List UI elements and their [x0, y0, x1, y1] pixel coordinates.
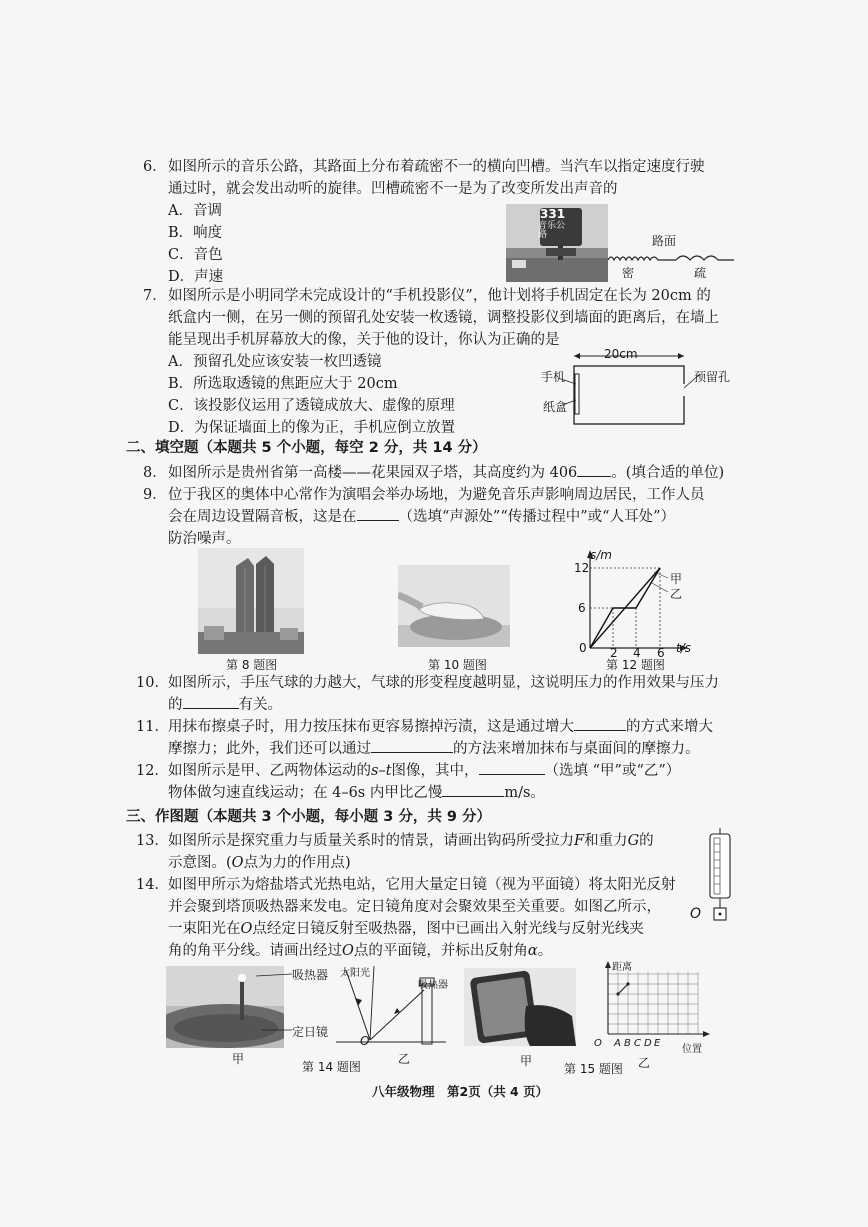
q9-text-line2: 会在周边设置隔音板，这是在 （选填“声源处”“传播过程中”或“人耳处”） — [168, 506, 675, 528]
q9-answer-blank[interactable] — [357, 506, 399, 521]
grid-x-a: A — [614, 1038, 621, 1049]
q13-text-line1: 如图所示是探究重力与质量关系时的情景，请画出钩码所受拉力F和重力G的 — [168, 833, 654, 849]
chart12-legend-jia: 甲 — [670, 572, 683, 586]
q11-answer-blank-1[interactable] — [574, 716, 626, 731]
fig14-yi-label: 乙 — [398, 1052, 411, 1066]
q7-number: 7． — [143, 288, 167, 304]
q8-number: 8． — [143, 465, 167, 481]
projector-box-diagram — [538, 344, 738, 434]
sign-number: 331 — [540, 207, 566, 221]
q7-text-line3: 能呈现出手机屏幕放大的像，关于他的设计，你认为正确的是 — [168, 332, 560, 348]
q6-option-a: A．音调 — [168, 203, 222, 219]
twin-towers-photo — [198, 548, 304, 654]
fig14-jia-label: 甲 — [232, 1052, 245, 1066]
q11-number: 11． — [136, 719, 169, 735]
q7-text-line2: 纸盒内一侧，在另一侧的预留孔处安装一枚透镜，调整投影仪到墙面的距离后，在墙上 — [168, 310, 719, 326]
q7-text-line1: 如图所示是小明同学未完成设计的“手机投影仪”，他计划将手机固定在长为 20cm 的 — [168, 288, 711, 304]
chart12-ylabel: s/m — [590, 548, 612, 562]
fig15-caption: 第 15 题图 — [564, 1062, 623, 1076]
fig15-jia-label: 甲 — [520, 1054, 533, 1068]
absorber2-label: 吸热器 — [418, 980, 448, 991]
sign-text: 音乐公路 — [538, 221, 566, 240]
q10-text-line2: 的 有关。 — [168, 694, 282, 716]
q11-text-line2: 摩擦力；此外，我们还可以通过 的方法来增加抹布与桌面间的摩擦力。 — [168, 738, 700, 760]
balloon-press-photo — [398, 565, 510, 647]
grid-xlabel: 位置 — [682, 1044, 702, 1055]
q12-answer-blank-1[interactable] — [479, 760, 545, 775]
phone-label: 手机 — [541, 370, 566, 384]
grid-x-c: C — [634, 1038, 641, 1049]
spring-point-o: O — [690, 906, 702, 922]
chart12-xlabel: t/s — [676, 641, 691, 655]
hole-label: 预留孔 — [694, 370, 731, 384]
q14-number: 14． — [136, 877, 169, 893]
q14-text-line1: 如图甲所示为熔盐塔式光热电站，它用大量定日镜（视为平面镜）将太阳光反射 — [168, 877, 676, 893]
q7-option-d: D．为保证墙面上的像为正，手机应倒立放置 — [168, 420, 456, 436]
q12-text-line2: 物体做匀速直线运动；在 4–6s 内甲比乙慢 m/s。 — [168, 782, 545, 804]
q7-option-c: C．该投影仪运用了透镜成放大、虚像的原理 — [168, 398, 455, 414]
section-fill-in-title: 二、填空题（本题共 5 个小题，每空 2 分，共 14 分） — [126, 440, 487, 456]
chart12-legend-yi: 乙 — [670, 587, 683, 601]
box-label: 纸盒 — [543, 400, 568, 414]
road-surface-label: 路面 — [652, 234, 677, 248]
q6-text-line2: 通过时，就会发出动听的旋律。凹槽疏密不一是为了改变所发出声音的 — [168, 181, 618, 197]
q8-text: 如图所示是贵州省第一高楼——花果园双子塔，其高度约为 406 。(填合适的单位) — [168, 462, 724, 484]
q6-option-b: B．响度 — [168, 225, 223, 241]
q6-text-line1: 如图所示的音乐公路，其路面上分布着疏密不一的横向凹槽。当汽车以指定速度行驶 — [168, 159, 705, 175]
page-footer: 八年级物理 第2页（共 4 页） — [372, 1084, 549, 1099]
grid-x-b: B — [624, 1038, 631, 1049]
sunlight-label: 太阳光 — [340, 968, 370, 979]
sparse-label: 疏 — [694, 266, 707, 280]
fig15-yi-label: 乙 — [638, 1056, 651, 1070]
section-drawing-title: 三、作图题（本题共 3 个小题，每小题 3 分，共 9 分） — [126, 809, 492, 825]
solar-leader-lines — [256, 968, 292, 1038]
q7-option-a: A．预留孔处应该安装一枚凹透镜 — [168, 354, 382, 370]
box-length-label: 20cm — [604, 347, 638, 361]
q6-number: 6． — [143, 159, 167, 175]
chart12-ytick-6: 6 — [578, 601, 586, 615]
chart12-xtick-4: 4 — [633, 646, 641, 660]
reflection-point-o: O — [360, 1034, 370, 1048]
dense-label: 密 — [622, 266, 635, 280]
grid-ylabel: 距离 — [612, 962, 632, 973]
q6-option-c: C．音色 — [168, 247, 223, 263]
fig14-caption: 第 14 题图 — [302, 1060, 361, 1074]
phone-hand-photo — [464, 968, 576, 1046]
fig10-caption: 第 10 题图 — [428, 658, 487, 672]
q9-text-line3: 防治噪声。 — [168, 531, 241, 547]
grid-x-o: O — [594, 1038, 602, 1049]
q12-text-line1: 如图所示是甲、乙两物体运动的s–t图像，其中， （选填 “甲”或“乙”） — [168, 760, 680, 782]
q8-answer-blank[interactable] — [577, 462, 611, 477]
grid-segment — [618, 984, 628, 994]
fig12-caption: 第 12 题图 — [606, 658, 665, 672]
chart12-ytick-12: 12 — [574, 561, 590, 575]
q9-text-line1: 位于我区的奥体中心常作为演唱会举办场地，为避免音乐声影响周边居民，工作人员 — [168, 487, 705, 503]
q10-number: 10． — [136, 675, 169, 691]
q14-text-line2: 并会聚到塔顶吸热器来发电。定日镜角度对会聚效果至关重要。如图乙所示， — [168, 899, 661, 915]
grid-x-e: E — [654, 1038, 661, 1049]
q6-option-d: D．声速 — [168, 269, 224, 285]
chart12-origin: 0 — [579, 641, 587, 655]
heliostat-label: 定日镜 — [292, 1025, 329, 1039]
series-jia-line — [590, 568, 660, 648]
q14-text-line3: 一束阳光在O点经定日镜反射至吸热器，图中已画出入射光线与反射光线夹 — [168, 921, 644, 937]
q13-number: 13． — [136, 833, 169, 849]
q9-number: 9． — [143, 487, 167, 503]
absorber-label: 吸热器 — [292, 968, 329, 982]
chart12-xtick-2: 2 — [610, 646, 618, 660]
q10-text-line1: 如图所示，手压气球的力越大，气球的形变程度越明显，这说明压力的作用效果与压力 — [168, 675, 719, 691]
q12-answer-blank-2[interactable] — [442, 782, 504, 797]
grid-x-d: D — [644, 1038, 652, 1049]
q10-answer-blank[interactable] — [183, 694, 239, 709]
fig8-caption: 第 8 题图 — [226, 658, 278, 672]
q11-answer-blank-2[interactable] — [371, 738, 453, 753]
q7-option-b: B．所选取透镜的焦距应大于 20cm — [168, 376, 398, 392]
q14-text-line4: 角的角平分线。请画出经过O点的平面镜，并标出反射角α。 — [168, 943, 553, 959]
q11-text-line1: 用抹布擦桌子时，用力按压抹布更容易擦掉污渍，这是通过增大 的方式来增大 — [168, 716, 713, 738]
chart12-xtick-6: 6 — [657, 646, 665, 660]
q12-number: 12． — [136, 763, 169, 779]
spring-scale-diagram — [700, 826, 740, 926]
q13-text-line2: 示意图。(O点为力的作用点) — [168, 855, 351, 871]
